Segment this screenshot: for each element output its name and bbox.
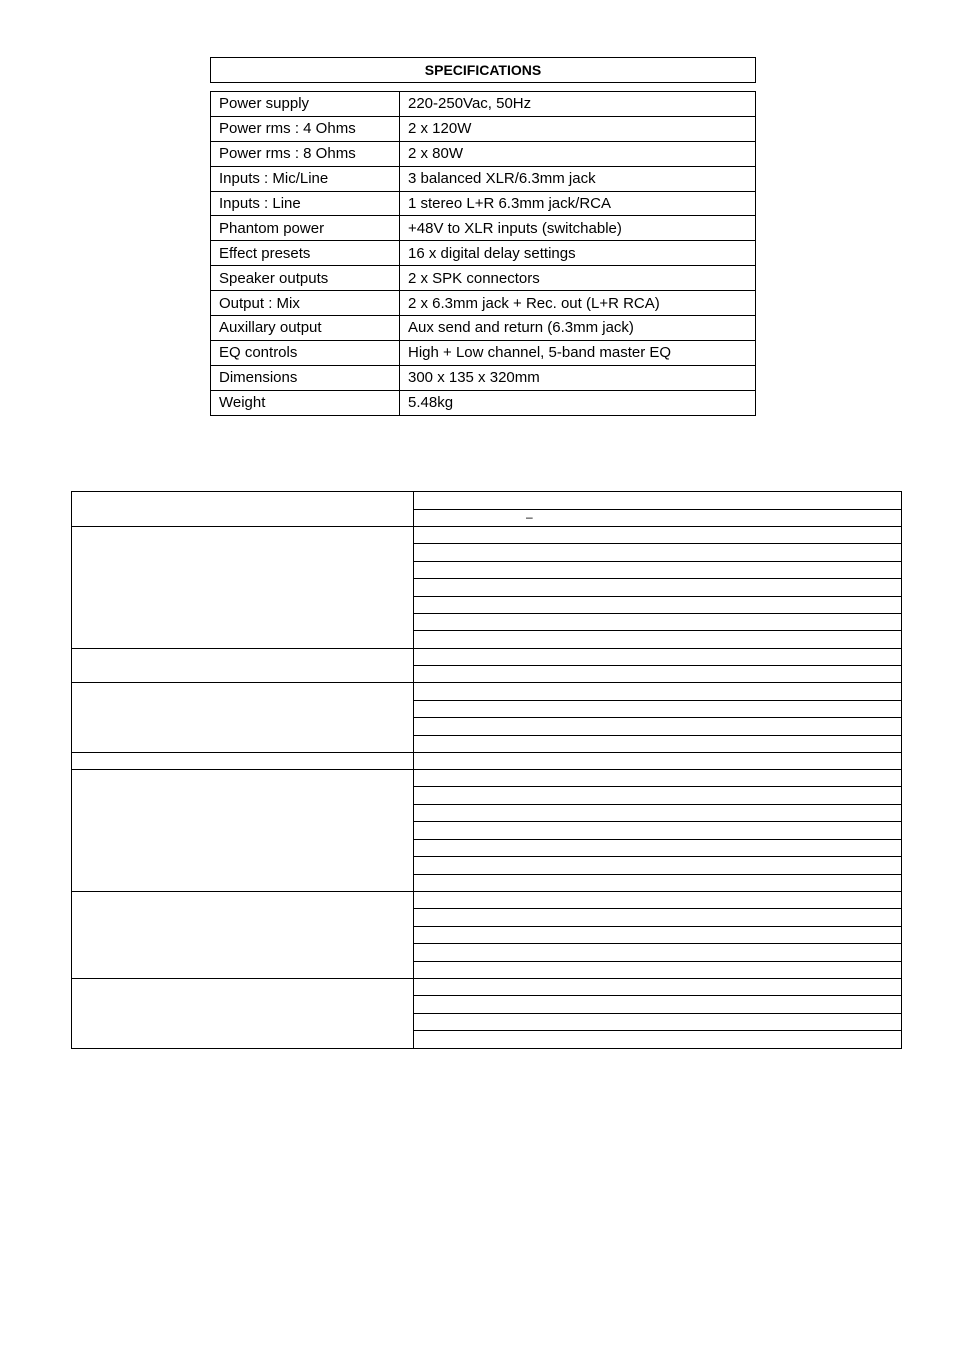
blank-form-subrow-separator xyxy=(413,630,902,631)
blank-form-subrow-separator xyxy=(413,786,902,787)
blank-form-subrow-separator xyxy=(413,821,902,822)
spec-label: Dimensions xyxy=(211,365,400,390)
spec-value: 1 stereo L+R 6.3mm jack/RCA xyxy=(400,191,756,216)
blank-form-subrow-separator xyxy=(413,735,902,736)
spec-value: 16 x digital delay settings xyxy=(400,241,756,266)
spec-label: Power rms : 8 Ohms xyxy=(211,141,400,166)
dash-mark: – xyxy=(526,510,533,524)
blank-form-column-divider xyxy=(413,491,414,1049)
blank-form-subrow-separator xyxy=(413,995,902,996)
blank-form-subrow-separator xyxy=(413,543,902,544)
specifications-header-table xyxy=(210,57,756,83)
blank-form-subrow-separator xyxy=(413,839,902,840)
blank-form-subrow-separator xyxy=(413,926,902,927)
spec-value: 5.48kg xyxy=(400,390,756,415)
spec-label: Effect presets xyxy=(211,241,400,266)
spec-row xyxy=(211,141,756,166)
spec-value: +48V to XLR inputs (switchable) xyxy=(400,216,756,241)
specifications-title: SPECIFICATIONS xyxy=(211,58,756,83)
spec-value: 2 x 80W xyxy=(400,141,756,166)
blank-form-subrow-separator xyxy=(413,509,902,510)
blank-form-subrow-separator xyxy=(413,804,902,805)
blank-form-subrow-separator xyxy=(413,578,902,579)
spec-label: Inputs : Mic/Line xyxy=(211,166,400,191)
spec-value: 2 x 120W xyxy=(400,116,756,141)
blank-form-subrow-separator xyxy=(413,961,902,962)
spec-row xyxy=(211,316,756,341)
spec-row xyxy=(211,390,756,415)
spec-label: Inputs : Line xyxy=(211,191,400,216)
specifications-table-body xyxy=(211,92,756,416)
spec-value: 300 x 135 x 320mm xyxy=(400,365,756,390)
spec-row xyxy=(211,191,756,216)
spec-value: 3 balanced XLR/6.3mm jack xyxy=(400,166,756,191)
blank-form-subrow-separator xyxy=(413,717,902,718)
spec-row xyxy=(211,166,756,191)
spec-row xyxy=(211,241,756,266)
blank-form-row-separator xyxy=(71,891,902,892)
spec-label: Auxillary output xyxy=(211,316,400,341)
blank-form-row-separator xyxy=(71,526,902,527)
spec-label: Weight xyxy=(211,390,400,415)
spec-row xyxy=(211,92,756,117)
blank-form-border xyxy=(71,491,902,1049)
blank-form-row-separator xyxy=(71,682,902,683)
spec-label: EQ controls xyxy=(211,340,400,365)
blank-form-row-separator xyxy=(71,769,902,770)
blank-form-subrow-separator xyxy=(413,561,902,562)
spec-value: 2 x SPK connectors xyxy=(400,266,756,291)
spec-label: Phantom power xyxy=(211,216,400,241)
blank-form-subrow-separator xyxy=(413,908,902,909)
blank-form-subrow-separator xyxy=(413,613,902,614)
spec-row xyxy=(211,365,756,390)
blank-form-row-separator xyxy=(71,648,902,649)
blank-form-row-separator xyxy=(71,752,902,753)
blank-form-subrow-separator xyxy=(413,874,902,875)
blank-form-subrow-separator xyxy=(413,943,902,944)
spec-row xyxy=(211,340,756,365)
spec-row xyxy=(211,216,756,241)
spec-value: High + Low channel, 5-band master EQ xyxy=(400,340,756,365)
blank-form-subrow-separator xyxy=(413,596,902,597)
spec-row xyxy=(211,116,756,141)
blank-form-subrow-separator xyxy=(413,700,902,701)
spec-label: Power rms : 4 Ohms xyxy=(211,116,400,141)
blank-form-subrow-separator xyxy=(413,856,902,857)
blank-form-table xyxy=(71,491,902,1049)
spec-label: Power supply xyxy=(211,92,400,117)
spec-label: Speaker outputs xyxy=(211,266,400,291)
spec-value: 2 x 6.3mm jack + Rec. out (L+R RCA) xyxy=(400,291,756,316)
specifications-table xyxy=(210,91,756,416)
spec-value: Aux send and return (6.3mm jack) xyxy=(400,316,756,341)
spec-value: 220-250Vac, 50Hz xyxy=(400,92,756,117)
spec-label: Output : Mix xyxy=(211,291,400,316)
spec-row xyxy=(211,266,756,291)
blank-form-subrow-separator xyxy=(413,665,902,666)
blank-form-subrow-separator xyxy=(413,1030,902,1031)
spec-row xyxy=(211,291,756,316)
blank-form-row-separator xyxy=(71,978,902,979)
blank-form-subrow-separator xyxy=(413,1013,902,1014)
